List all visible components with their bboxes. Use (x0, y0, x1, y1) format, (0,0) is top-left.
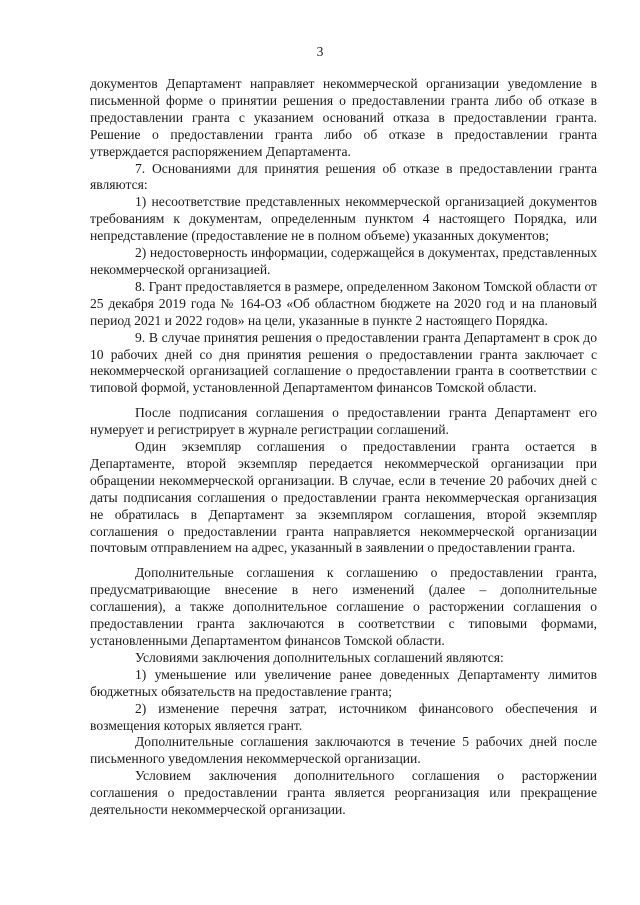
paragraph-termination: Условием заключения дополнительного соглашения о расторжении соглашения о предоставлении гранта является реорганизация или прекращение деятельности некоммерческой организации. (90, 768, 597, 818)
paragraph-conditions: Условиями заключения дополнительных соглашений являются: (135, 649, 504, 665)
document-body (90, 76, 597, 819)
paragraph-clause-7: 7. Основаниями для принятия решения об отказе в предоставлении гранта являются: (90, 160, 597, 193)
paragraph-registration: После подписания соглашения о предоставлении гранта Департамент его нумерует и регистрирует в журнале регистрации соглашений. (90, 405, 597, 438)
paragraph-term: Дополнительные соглашения заключаются в течение 5 рабочих дней после письменного уведомления некоммерческой организации. (90, 734, 597, 767)
paragraph-condition-1: 1) уменьшение или увеличение ранее доведенных Департаменту лимитов бюджетных обязательств на предоставление гранта; (90, 666, 597, 699)
paragraph-clause-7-item-1: 1) несоответствие представленных некоммерческой организацией документов требованиям к документам, определенным пунктом 4 настоящего Порядка, или непредставление (предоставление не в полном объеме) указанных документов; (90, 194, 597, 244)
paragraph-clause-7-item-2: 2) недостоверность информации, содержащейся в документах, представленных некоммерческой организацией. (90, 245, 597, 277)
page-number: 3 (316, 44, 324, 59)
paragraph-clause-9: 9. В случае принятия решения о предоставлении гранта Департамент в срок до 10 рабочих дней со дня принятия решения о предоставлении гранта заключает с некоммерческой организацией соглашение о предоставлении гранта в соответствии с типовой формой, установленной Департаментом финансов Томской области. (90, 329, 597, 396)
paragraph-additional-agreements: Дополнительные соглашения к соглашению о предоставлении гранта, предусматривающие внесение в него изменений (далее – дополнительные соглашения), а также дополнительное соглашение о расторжении соглашения о предоставлении гранта заключаются в соответствии с типовыми формами, установленными Департаментом финансов Томской области. (90, 565, 597, 648)
paragraph-condition-2: 2) изменение перечня затрат, источником финансового обеспечения и возмещения которых является грант. (90, 700, 597, 733)
paragraph-continuation: документов Департамент направляет некоммерческой организации уведомление в письменной форме о принятии решения о предоставлении гранта либо об отказе в предоставлении гранта с указанием оснований отказа в предоставлении гранта. Решение о предоставлении гранта либо об отказе в предоставлении гранта утверждается распоряжением Департамента. (90, 76, 597, 159)
paragraph-clause-8: 8. Грант предоставляется в размере, определенном Законом Томской области от 25 декабря 2019 года № 164-ОЗ «Об областном бюджете на 2020 год и на плановый период 2021 и 2022 годов» на цели, указанные в пункте 2 настоящего Порядка. (90, 278, 597, 328)
paragraph-copies: Один экземпляр соглашения о предоставлении гранта остается в Департаменте, второй экземпляр передается некоммерческой организации при обращении некоммерческой организации. В случае, если в течение 20 рабочих дней с даты подписания соглашения о предоставлении гранта некоммерческая организация не обратилась в Департамент за экземпляром соглашения, второй экземпляр соглашения о предоставлении гранта направляется некоммерческой организации почтовым отправлением на адрес, указанный в заявлении о предоставлении гранта. (90, 439, 597, 556)
